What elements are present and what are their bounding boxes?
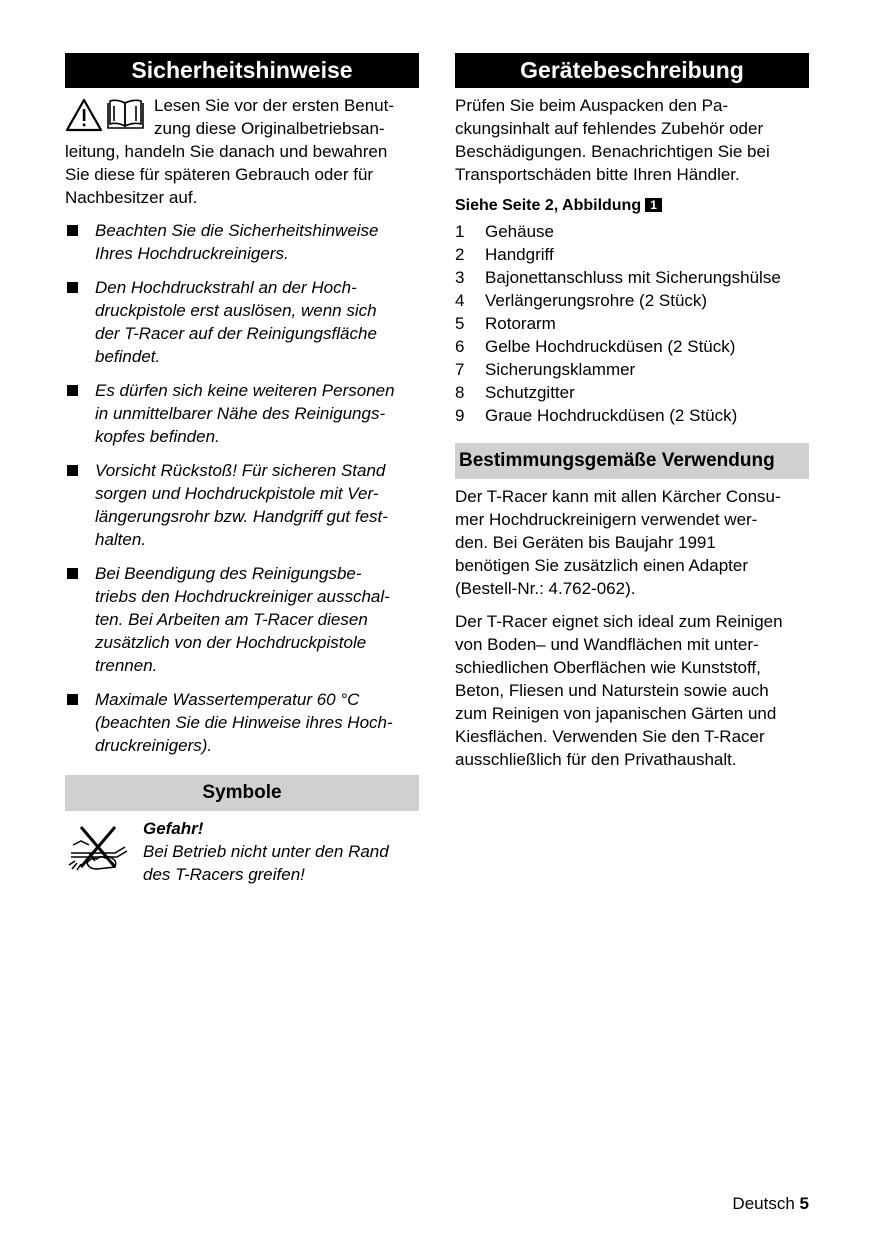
paragraph-line: Beton, Fliesen und Naturstein sowie auch — [455, 681, 769, 700]
bullet-square-icon — [67, 568, 78, 579]
warning-line: halten. — [95, 530, 147, 549]
warning-line: druckreinigers). — [95, 736, 213, 755]
hand-danger-icon — [67, 823, 129, 873]
paragraph-line: Der T-Racer eignet sich ideal zum Reinigen — [455, 612, 783, 631]
part-number: 1 — [455, 222, 465, 241]
warning-line: in unmittelbarer Nähe des Reinigungs- — [95, 404, 386, 423]
warning-item — [65, 276, 419, 368]
bullet-square-icon — [67, 225, 78, 236]
part-name: Graue Hochdruckdüsen (2 Stück) — [485, 406, 738, 425]
warning-line: Bei Beendigung des Reinigungsbe- — [95, 564, 362, 583]
warning-item — [65, 688, 419, 757]
bullet-square-icon — [67, 282, 78, 293]
right-column — [455, 53, 809, 771]
intro-line: ckungsinhalt auf fehlendes Zubehör oder — [455, 119, 764, 138]
part-number: 4 — [455, 291, 465, 310]
warning-item — [65, 562, 419, 677]
safety-heading: Sicherheitshinweise — [65, 53, 419, 88]
paragraph-line: Kiesflächen. Verwenden Sie den T-Racer — [455, 727, 765, 746]
paragraph-line: den. Bei Geräten bis Baujahr 1991 — [455, 533, 716, 552]
safety-intro — [65, 94, 419, 209]
list-item — [455, 266, 809, 289]
paragraph-line: von Boden– und Wandflächen mit unter- — [455, 635, 759, 654]
figure-reference-text: Siehe Seite 2, Abbildung — [455, 197, 642, 214]
warning-line: Den Hochdruckstrahl an der Hoch- — [95, 278, 357, 297]
part-name: Bajonettanschluss mit Sicherungshülse — [485, 268, 781, 287]
warning-line: zusätzlich von der Hochdruckpistole — [95, 633, 367, 652]
danger-line: Bei Betrieb nicht unter den Rand — [143, 842, 389, 861]
part-number: 2 — [455, 245, 465, 264]
warning-line: Es dürfen sich keine weiteren Personen — [95, 381, 395, 400]
paragraph-line: (Bestell-Nr.: 4.762-062). — [455, 579, 636, 598]
part-number: 5 — [455, 314, 465, 333]
warning-book-icon — [65, 98, 147, 132]
usage-paragraph — [455, 610, 809, 771]
usage-paragraph — [455, 485, 809, 600]
part-name: Schutzgitter — [485, 383, 575, 402]
paragraph-line: Der T-Racer kann mit allen Kärcher Consu- — [455, 487, 781, 506]
list-item — [455, 335, 809, 358]
parts-list — [455, 220, 809, 427]
part-name: Gelbe Hochdruckdüsen (2 Stück) — [485, 337, 736, 356]
intended-use-heading: Bestimmungsgemäße Verwendung — [455, 443, 809, 479]
warning-item — [65, 379, 419, 448]
bullet-square-icon — [67, 385, 78, 396]
warning-item — [65, 459, 419, 551]
list-item — [455, 243, 809, 266]
part-number: 6 — [455, 337, 465, 356]
safety-warning-list — [65, 219, 419, 757]
footer-language: Deutsch — [732, 1194, 795, 1213]
warning-line: längerungsrohr bzw. Handgriff gut fest- — [95, 507, 388, 526]
intro-line: Transportschäden bitte Ihren Händler. — [455, 165, 740, 184]
warning-line: kopfes befinden. — [95, 427, 220, 446]
page-number: 5 — [799, 1194, 809, 1213]
warning-line: befindet. — [95, 347, 161, 366]
part-number: 8 — [455, 383, 465, 402]
intro-line: Nachbesitzer auf. — [65, 188, 198, 207]
warning-line: der T-Racer auf der Reinigungsfläche — [95, 324, 377, 343]
intro-line: leitung, handeln Sie danach und bewahren — [65, 142, 388, 161]
manual-book-icon — [108, 100, 143, 128]
symbols-section — [65, 775, 419, 889]
part-name: Gehäuse — [485, 222, 554, 241]
intro-line: Lesen Sie vor der ersten Benut- — [154, 96, 395, 115]
device-intro — [455, 94, 809, 186]
left-column — [65, 53, 419, 889]
list-item — [455, 404, 809, 427]
warning-line: triebs den Hochdruckreiniger ausschal- — [95, 587, 390, 606]
list-item — [455, 381, 809, 404]
bullet-square-icon — [67, 465, 78, 476]
paragraph-line: ausschließlich für den Privathaushalt. — [455, 750, 737, 769]
paragraph-line: zum Reinigen von japanischen Gärten und — [455, 704, 777, 723]
device-description-heading: Gerätebeschreibung — [455, 53, 809, 88]
paragraph-line: mer Hochdruckreinigern verwendet wer- — [455, 510, 758, 529]
part-number: 3 — [455, 268, 465, 287]
paragraph-line: benötigen Sie zusätzlich einen Adapter — [455, 556, 748, 575]
warning-line: (beachten Sie die Hinweise ihres Hoch- — [95, 713, 393, 732]
symbols-heading: Symbole — [65, 775, 419, 811]
part-number: 9 — [455, 406, 465, 425]
intro-line: zung diese Originalbetriebsan- — [154, 119, 385, 138]
danger-label: Gefahr! — [143, 819, 204, 838]
list-item — [455, 312, 809, 335]
warning-line: trennen. — [95, 656, 158, 675]
intro-line: Prüfen Sie beim Auspacken den Pa- — [455, 96, 729, 115]
danger-line: des T-Racers greifen! — [143, 865, 305, 884]
warning-triangle-icon — [67, 100, 101, 130]
part-name: Sicherungsklammer — [485, 360, 636, 379]
page-footer — [732, 1193, 809, 1215]
part-name: Handgriff — [485, 245, 554, 264]
intro-line: Sie diese für späteren Gebrauch oder für — [65, 165, 374, 184]
bullet-square-icon — [67, 694, 78, 705]
warning-line: druckpistole erst auslösen, wenn sich — [95, 301, 377, 320]
paragraph-line: schiedlichen Oberflächen wie Kunststoff, — [455, 658, 761, 677]
part-name: Rotorarm — [485, 314, 556, 333]
list-item — [455, 220, 809, 243]
warning-line: Beachten Sie die Sicherheitshinweise — [95, 221, 379, 240]
warning-line: sorgen und Hochdruckpistole mit Ver- — [95, 484, 379, 503]
part-name: Verlängerungsrohre (2 Stück) — [485, 291, 708, 310]
part-number: 7 — [455, 360, 465, 379]
warning-item — [65, 219, 419, 265]
warning-line: Maximale Wassertemperatur 60 °C — [95, 690, 360, 709]
warning-line: ten. Bei Arbeiten am T-Racer diesen — [95, 610, 368, 629]
figure-reference — [455, 194, 809, 217]
list-item — [455, 358, 809, 381]
symbol-row — [65, 817, 419, 889]
warning-line: Ihres Hochdruckreinigers. — [95, 244, 289, 263]
list-item — [455, 289, 809, 312]
figure-number-badge: 1 — [645, 198, 662, 212]
warning-line: Vorsicht Rückstoß! Für sicheren Stand — [95, 461, 386, 480]
symbol-description — [143, 817, 389, 886]
intro-line: Beschädigungen. Benachrichtigen Sie bei — [455, 142, 770, 161]
